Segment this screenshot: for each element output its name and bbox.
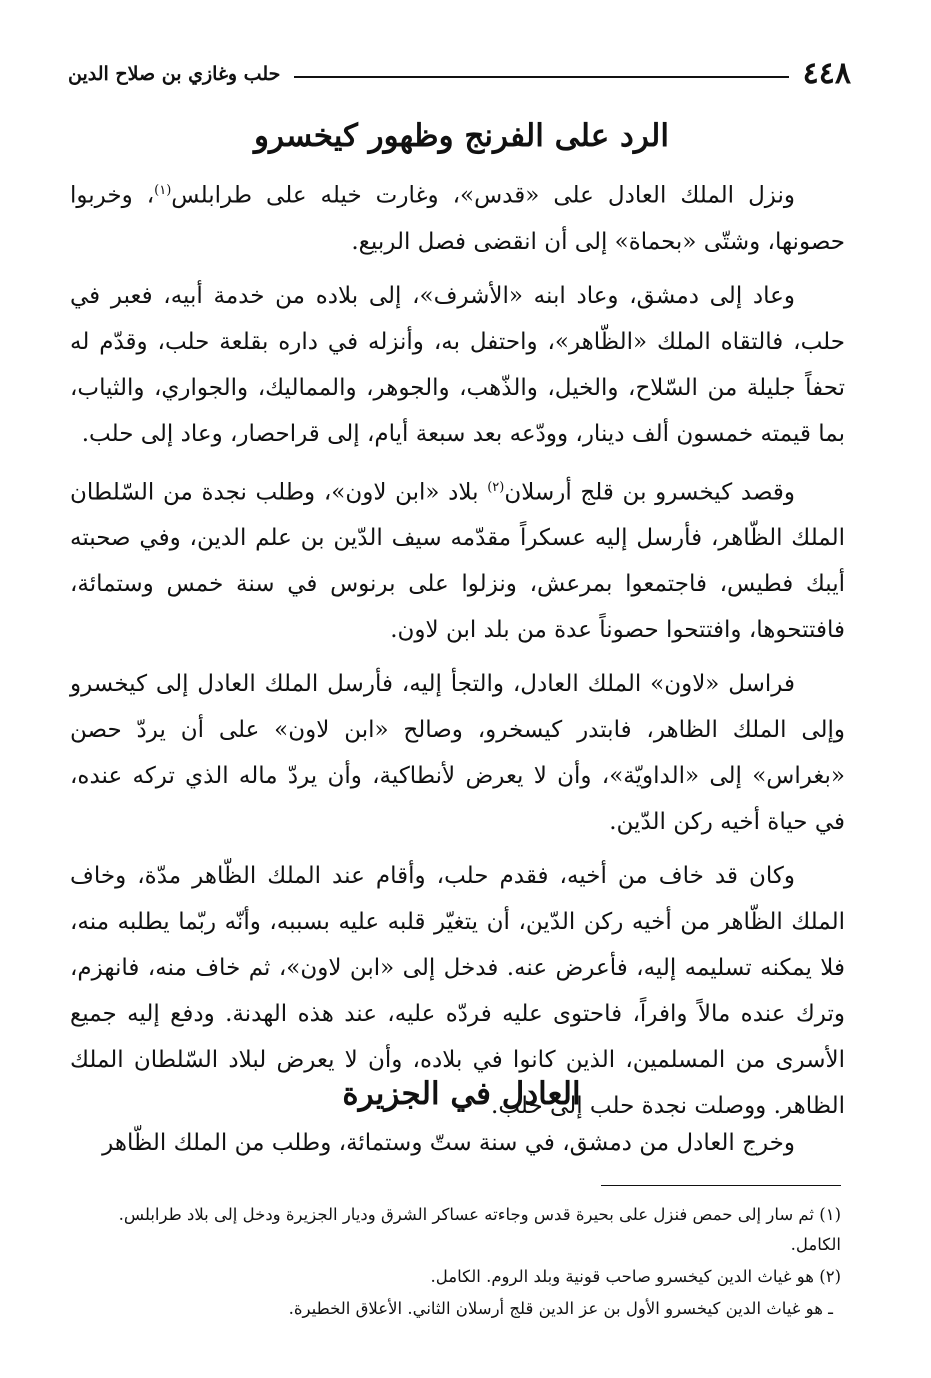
paragraph: وكان قد خاف من أخيه، فقدم حلب، وأقام عند الملك الظّاهر مدّة، وخاف الملك الظّاهر من أخيه ركن الدّين، أن يتغيّر قلبه عليه بسببه، وأنّه ربّما يطلبه منه، فلا يمكنه تسليمه إليه، فأعرض عنه. فدخل إلى «ابن لاون»، ثم خاف منه، فانهزم، وترك عنده مالاً وافراً، فاحتوى عليه فردّه عليه، عند هذه الهدنة. ودفع إليه جميع الأسرى من المسلمين، الذين كانوا في بلاده، وأن لا يعرض لبلاد السّلطان الملك الظاهر. ووصلت نجدة حلب إلى حلب.: [70, 863, 845, 1120]
paragraph-text: وقصد كيخسرو بن قلج أرسلان: [504, 479, 795, 506]
running-title: حلب وغازي بن صلاح الدين: [68, 63, 281, 85]
section-heading: العادل في الجزيرة: [342, 1076, 581, 1112]
paragraph-text: ونزل الملك العادل على «قدس»، وغارت خيله على طرابلس: [171, 182, 795, 209]
paragraph-text: ، وخربوا حصونها، وشتّى «بحماة» إلى أن انقضى فصل الربيع.: [70, 182, 845, 255]
paragraph: [70, 168, 845, 265]
paragraph: [70, 465, 845, 654]
paragraph-text: بلاد «ابن لاون»، وطلب نجدة من السّلطان الملك الظّاهر، فأرسل إليه عسكراً مقدّمه سيف الدّين بن علم الدين، وفي صحبته أيبك فطيس، فاجتمعوا بمرعش، ونزلوا على برنوس في سنة خمس وستمائة، فافتتحوها، وافتتحوا حصوناً عدة من بلد ابن لاون.: [70, 479, 845, 644]
paragraph: وعاد إلى دمشق، وعاد ابنه «الأشرف»، إلى بلاده من خدمة أبيه، فعبر في حلب، فالتقاه الملك «الظّاهر»، واحتفل به، وأنزله في داره بقلعة حلب، وقدّم له تحفاً جليلة من السّلاح، والخيل، والذّهب، والجوهر، والمماليك، والجواري، والثياب، بما قيمته خمسون ألف دينار، وودّعه بعد سبعة أيام، إلى قراحصار، وعاد إلى حلب.: [70, 282, 845, 447]
footnote: (٢) هو غياث الدين كيخسرو صاحب قونية وبلد الروم. الكامل.: [430, 1267, 841, 1286]
paragraph: وخرج العادل من دمشق، في سنة ستّ وستمائة، وطلب من الملك الظّاهر: [102, 1130, 795, 1156]
section-body: [70, 1120, 845, 1174]
section-body: [70, 168, 845, 1137]
paragraph: فراسل «لاون» الملك العادل، والتجأ إليه، فأرسل الملك العادل إلى كيخسرو وإلى الملك الظاهر، فابتدر كيسخرو، وصالح «ابن لاون» على أن يردّ حصن «بغراس» إلى «الداويّة»، وأن لا يعرض لأنطاكية، وأن يردّ ماله الذي تركه عنده، في حياة أخيه ركن الدّين.: [70, 671, 845, 836]
header-rule: [294, 76, 788, 78]
footnote-marker[interactable]: (٢): [487, 479, 505, 495]
footnote-rule: [601, 1185, 841, 1186]
section-heading: الرد على الفرنج وظهور كيخسرو: [254, 118, 669, 154]
running-head: [68, 56, 851, 92]
footnotes: [72, 1200, 841, 1326]
footnote: (١) ثم سار إلى حمص فنزل على بحيرة قدس وجاءته عساكر الشرق وديار الجزيرة ودخل إلى بلاد طرابلس. الكامل.: [118, 1205, 841, 1254]
footnote-marker[interactable]: (١): [154, 183, 172, 198]
page-number: ٤٤٨: [802, 56, 851, 91]
footnote: ـ هو غياث الدين كيخسرو الأول بن عز الدين قلج أرسلان الثاني. الأعلاق الخطيرة.: [288, 1299, 833, 1318]
